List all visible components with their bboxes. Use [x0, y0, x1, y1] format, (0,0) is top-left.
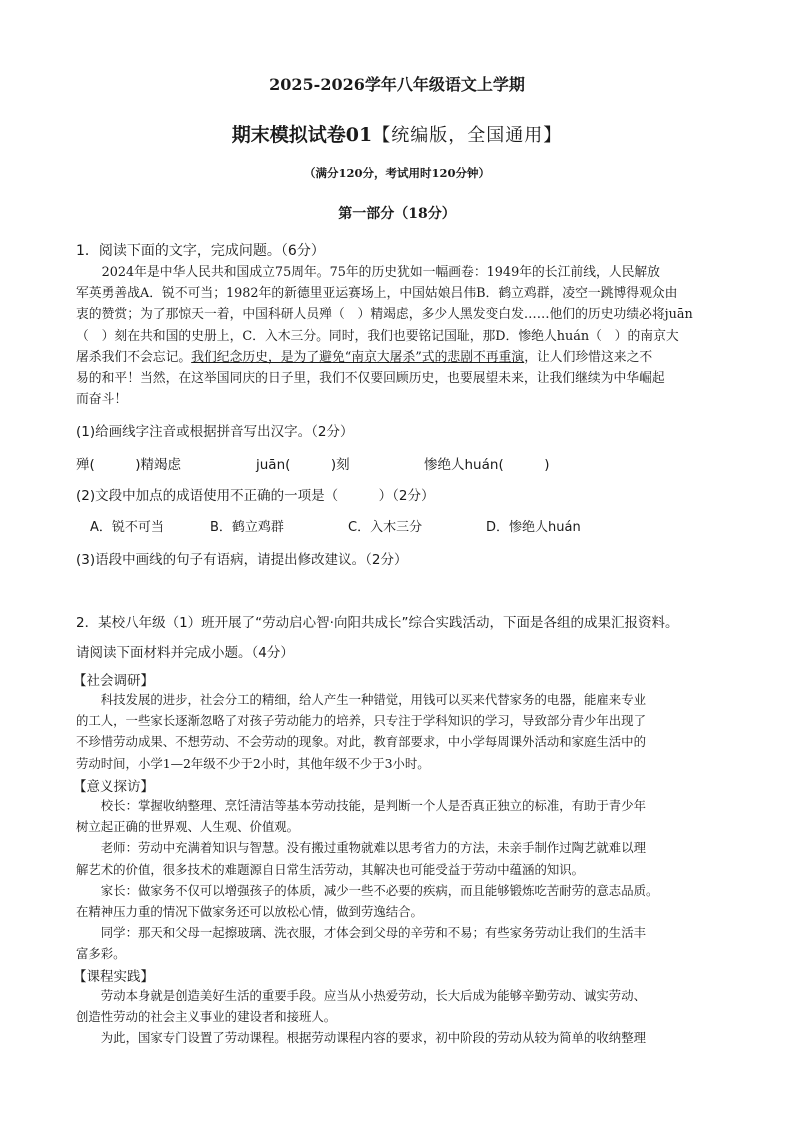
text-line: 劳动时间，小学1—2年级不少于2小时，其他年级不少于3小时。: [76, 755, 430, 771]
exam-title-edition: 【统编版，全国通用】: [372, 125, 563, 146]
section-meaning-text: [76, 795, 724, 965]
text-line: 家长：做家务不仅可以增强孩子的体质，减少一些不必要的疾病，而且能够锻炼吃苦耐劳的意志品质。: [100, 882, 659, 898]
passage-line: 衷的赞赏；为了那惊天一着，中国科研人员殚（ ）精竭虑，多少人黑发变白发……他们的历史功绩必将juān: [76, 307, 693, 323]
passage-line-part: 屠杀我们不会忘记。: [76, 349, 192, 365]
passage-line-part: ，让人们珍惜这来之不: [524, 349, 653, 365]
passage-line: （ ）刻在共和国的史册上，C．入木三分。同时，我们也要铭记国耻，那D．惨绝人huán（ ）的南京大: [76, 328, 679, 344]
section-course-text: [76, 985, 724, 1049]
text-line: 不珍惜劳动成果、不想劳动、不会劳动的现象。对此，教育部要求，中小学每周课外活动和家庭生活中的: [76, 734, 646, 750]
passage-line: [76, 347, 724, 368]
question-1-sub1: (1)给画线字注音或根据拼音写出汉字。（2分）: [76, 424, 354, 440]
text-line: 老师：劳动中充满着知识与智慧。没有搬过重物就难以思考省力的方法，未亲手制作过陶艺就难以理: [100, 840, 646, 856]
option-a: A．锐不可当: [90, 520, 164, 535]
option-d: D．惨绝人huán: [486, 520, 581, 535]
exam-title-line1: 2025-2026学年八年级语文上学期: [269, 75, 525, 94]
section-social-survey-title: 【社会调研】: [73, 673, 154, 689]
section-meaning-title: 【意义探访】: [73, 779, 154, 795]
exam-title-text: 期末模拟试卷01: [231, 124, 373, 146]
exam-score-note: （满分120分，考试用时120分钟）: [303, 166, 490, 180]
question-1-sub3: (3)语段中画线的句子有语病，请提出修改建议。（2分）: [76, 552, 408, 568]
passage-line: 军英勇善战A．锐不可当；1982年的新德里亚运赛场上，中国姑娘吕伟B．鹤立鸡群，凌空一跳博得观众由: [76, 286, 678, 302]
fill-blank-1: 殚( )精竭虑: [76, 457, 182, 473]
text-line: 校长：掌握收纳整理、烹饪清洁等基本劳动技能，是判断一个人是否真正独立的标准，有助于青少年: [100, 798, 646, 813]
fill-blank-3: 惨绝人huán( ): [424, 457, 550, 473]
text-line: 在精神压力重的情况下做家务还可以放松心情，做到劳逸结合。: [76, 904, 423, 920]
question-1-sub2: (2)文段中加点的成语使用不正确的一项是（ ）（2分）: [76, 488, 435, 504]
text-line: 树立起正确的世界观、人生观、价值观。: [76, 819, 300, 835]
text-line: 科技发展的进步，社会分工的精细，给人产生一种错觉，用钱可以买来代替家务的电器，能雇来专业: [100, 692, 646, 707]
text-line: 劳动本身就是创造美好生活的重要手段。应当从小热爱劳动，长大后成为能够辛勤劳动、诚实劳动、: [100, 988, 646, 1003]
question-1-stem: 1．阅读下面的文字，完成问题。（6分）: [76, 243, 325, 259]
section-course-title: 【课程实践】: [73, 969, 154, 985]
exam-title-main: [0, 120, 794, 147]
section-social-survey-text: [76, 689, 724, 774]
text-line: 同学：那天和父母一起擦玻璃、洗衣服，才体会到父母的辛劳和不易；有些家务劳动让我们的生活丰: [100, 925, 646, 941]
passage-line: 而奋斗！: [76, 392, 128, 408]
text-line: 为此，国家专门设置了劳动课程。根据劳动课程内容的要求，初中阶段的劳动从较为简单的收纳整理: [100, 1030, 646, 1046]
option-c: C．入木三分: [348, 520, 423, 535]
underlined-sentence: 我们纪念历史，是为了避免“南京大屠杀”式的悲剧不再重演: [191, 349, 525, 365]
question-2-instruction: 请阅读下面材料并完成小题。（4分）: [76, 645, 294, 661]
part-heading: 第一部分（18分）: [338, 206, 456, 222]
text-line: 的工人，一些家长逐渐忽略了对孩子劳动能力的培养，只专注于学科知识的学习，导致部分青少年出现了: [76, 713, 646, 729]
question-2-stem: 2．某校八年级（1）班开展了“劳动启心智·向阳共成长”综合实践活动，下面是各组的成果汇报资料。: [76, 615, 679, 631]
text-line: 解艺术的价值，很多技术的难题源自日常生活劳动，其解决也可能受益于劳动中蕴涵的知识。: [76, 861, 585, 877]
text-line: 富多彩。: [76, 946, 126, 962]
fill-blank-2: juān( )刻: [256, 457, 350, 473]
passage-line: 2024年是中华人民共和国成立75周年。75年的历史犹如一幅画卷：1949年的长江前线，人民解放: [101, 265, 660, 280]
question-1-passage: [76, 262, 724, 410]
text-line: 创造性劳动的社会主义事业的建设者和接班人。: [76, 1009, 337, 1025]
option-b: B．鹤立鸡群: [210, 520, 284, 535]
passage-line: 易的和平！当然，在这举国同庆的日子里，我们不仅要回顾历史，也要展望未来，让我们继续为中华崛起: [76, 371, 665, 387]
